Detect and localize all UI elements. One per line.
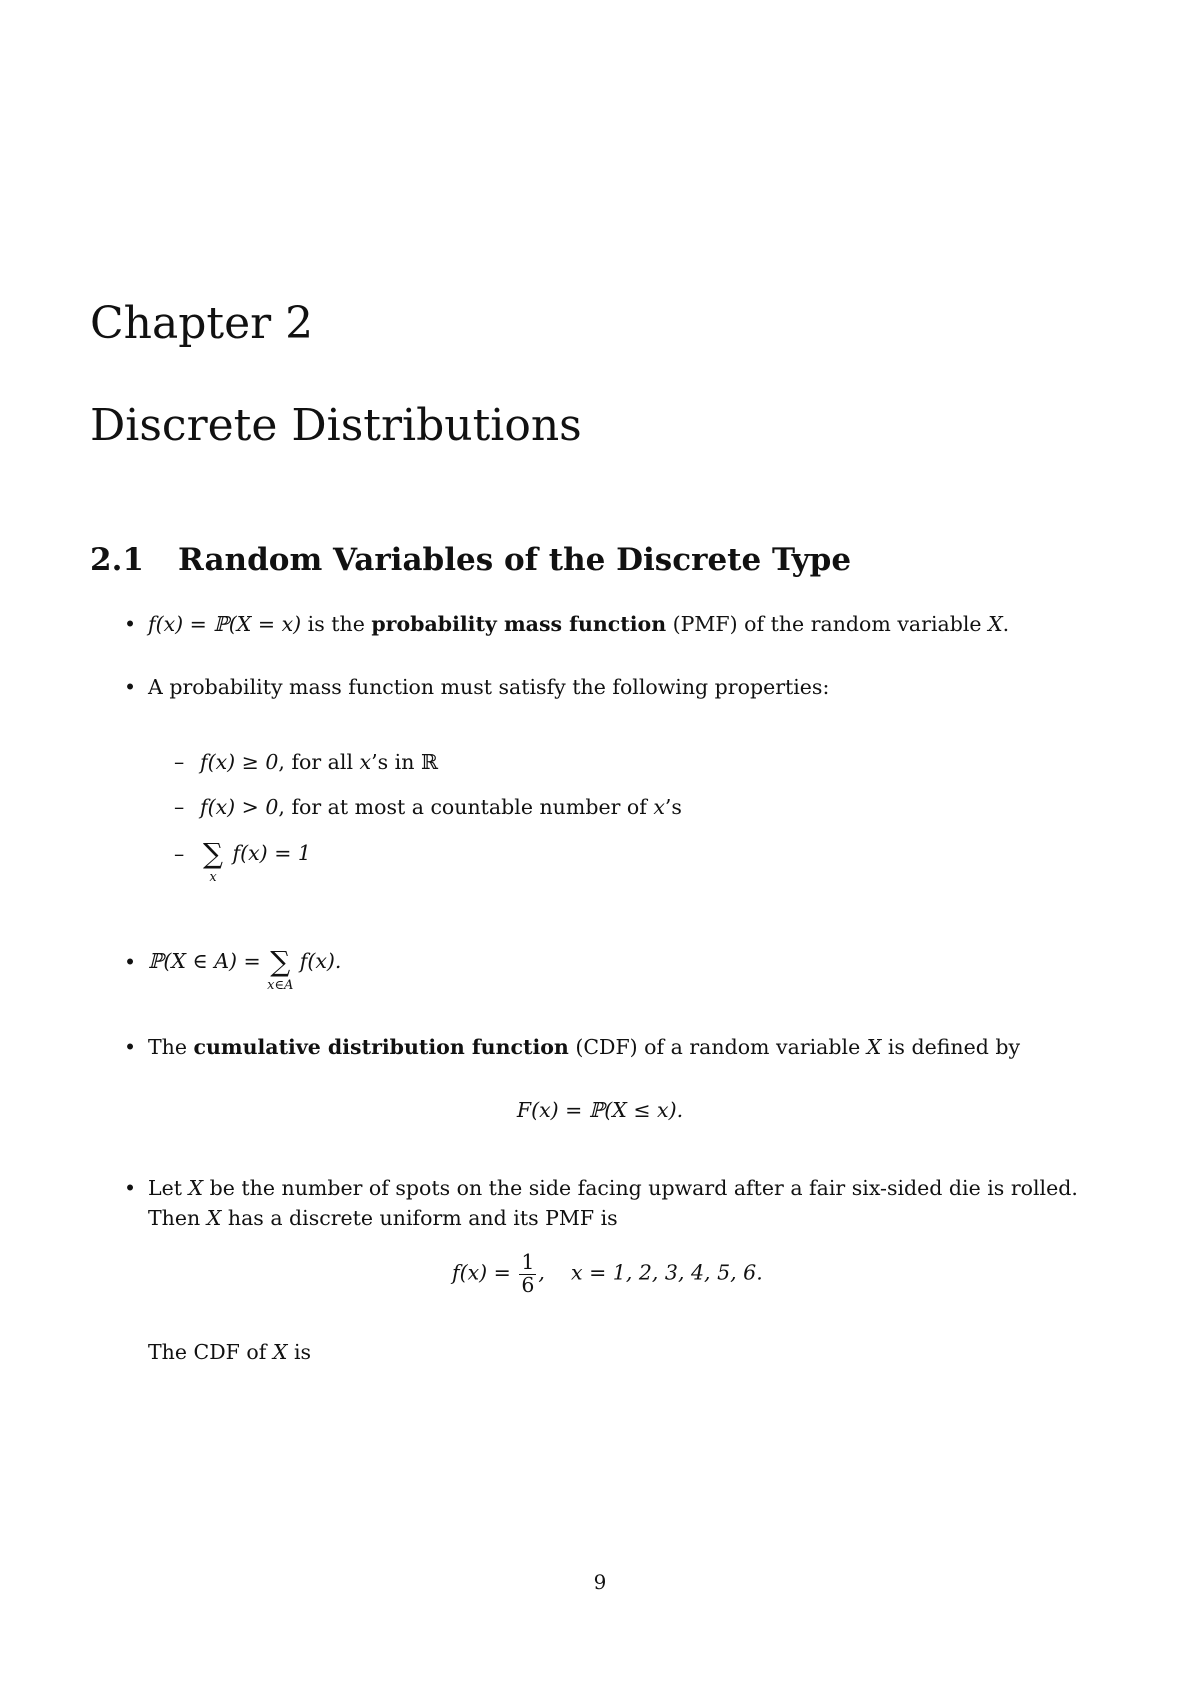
text-fragment: is the [301, 612, 372, 636]
property-formula: f(x) = 1 [232, 841, 311, 865]
fraction-one-sixth [519, 1252, 536, 1296]
text-fragment: be the number of spots on the side facing upward after a fair six-sided die is rolled. [203, 1176, 1078, 1200]
text-fragment: Then [148, 1206, 207, 1230]
section-title: Random Variables of the Discrete Type [178, 542, 852, 578]
bullet-marker: • [124, 675, 137, 699]
summation [203, 837, 223, 885]
cdf-display-equation [0, 1098, 1200, 1122]
sigma-icon: ∑ [203, 837, 223, 870]
property-nonnegative [200, 750, 438, 774]
bullet-pmf-properties: A probability mass function must satisfy the following properties: [148, 675, 830, 699]
bullet-pmf-definition [148, 612, 1009, 636]
pmf-lhs: f(x) = [452, 1260, 511, 1285]
die-example-line-1 [148, 1176, 1078, 1200]
text-fragment: is defined by [881, 1035, 1021, 1059]
sigma-icon: ∑ [270, 945, 291, 978]
cdf-formula: F(x) = ℙ(X ≤ x). [516, 1098, 684, 1122]
pmf-support: , x = 1, 2, 3, 4, 5, 6. [538, 1260, 763, 1285]
uniform-pmf-equation [452, 1252, 763, 1296]
pmf-formula: f(x) = ℙ(X = x) [148, 612, 302, 636]
formula-lhs: ℙ(X ∈ A) = [148, 949, 261, 973]
variable: X [988, 612, 1003, 636]
property-formula: f(x) ≥ 0 [200, 750, 279, 774]
text-fragment: , for all [278, 750, 360, 774]
variable: x [653, 795, 665, 819]
summation-index: x [209, 870, 217, 885]
summation-index: x∈A [267, 978, 294, 993]
text-fragment: (CDF) of a random variable [568, 1035, 867, 1059]
section-number: 2.1 [90, 542, 144, 578]
bullet-marker: • [124, 1176, 137, 1200]
section-heading [90, 542, 851, 578]
variable: x [359, 750, 372, 774]
property-countable [200, 795, 682, 819]
text-fragment: The CDF of [148, 1340, 273, 1364]
variable: X [206, 1206, 222, 1230]
text-fragment: (PMF) of the random variable [666, 612, 989, 636]
text-fragment: , for at most a countable number of [278, 795, 654, 819]
bullet-marker: • [124, 1035, 137, 1059]
page-number: 9 [593, 1570, 607, 1594]
dash-marker: – [174, 795, 185, 819]
fraction-denominator: 6 [521, 1272, 535, 1297]
text-fragment: The [148, 1035, 194, 1059]
text-fragment: is [287, 1340, 312, 1364]
property-sum-to-one [200, 837, 311, 885]
chapter-title: Discrete Distributions [90, 400, 582, 451]
variable: X [272, 1340, 288, 1364]
bullet-marker: • [124, 950, 137, 974]
variable: X [188, 1176, 204, 1200]
text-fragment: ’s [664, 795, 682, 819]
summation [267, 945, 294, 993]
cdf-intro-line [148, 1340, 311, 1364]
text-fragment: ’s in ℝ [371, 750, 438, 774]
die-example-line-2 [148, 1206, 618, 1230]
bullet-probability-of-set [148, 945, 342, 993]
text-fragment: . [1002, 612, 1010, 636]
dash-marker: – [174, 750, 185, 774]
formula-rhs: f(x). [299, 949, 342, 973]
fraction-numerator: 1 [521, 1250, 535, 1274]
text-fragment: Let [148, 1176, 189, 1200]
dash-marker: – [174, 842, 185, 866]
term-pmf: probability mass function [371, 612, 667, 636]
bullet-marker: • [124, 612, 137, 636]
term-cdf: cumulative distribution function [193, 1035, 569, 1059]
property-formula: f(x) > 0 [200, 795, 279, 819]
bullet-cdf-definition [148, 1035, 1020, 1059]
variable: X [866, 1035, 882, 1059]
text-fragment: has a discrete uniform and its PMF is [221, 1206, 618, 1230]
chapter-label: Chapter 2 [90, 298, 314, 349]
